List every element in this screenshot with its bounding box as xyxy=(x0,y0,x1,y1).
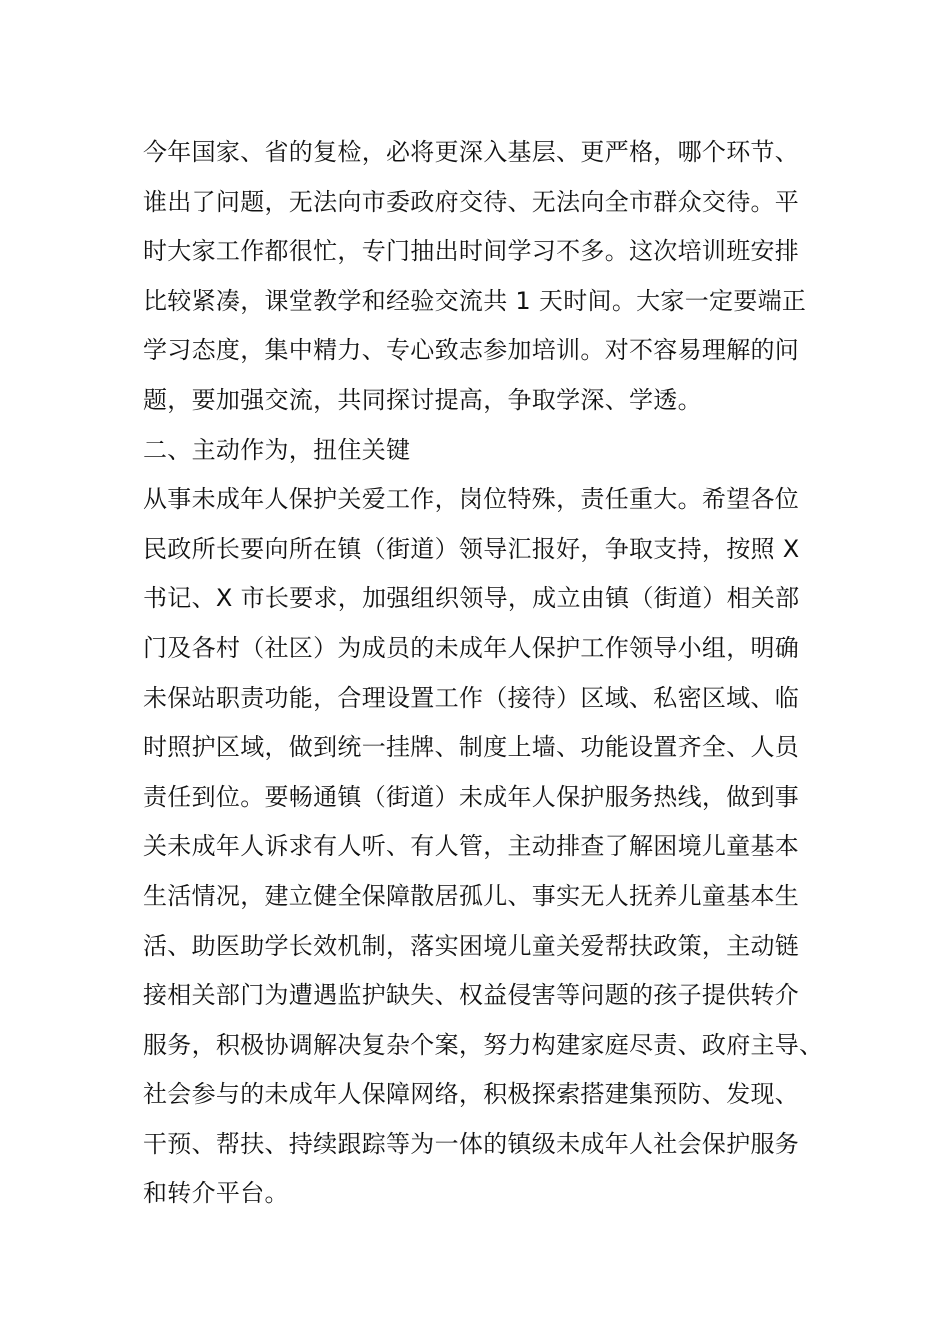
text-line: 接相关部门为遭遇监护缺失、权益侵害等问题的孩子提供转介 xyxy=(143,981,800,1010)
text-line: 门及各村（社区）为成员的未成年人保护工作领导小组，明确 xyxy=(143,633,800,662)
text-line: 书记、X 市长要求，加强组织领导，成立由镇（街道）相关部 xyxy=(143,584,800,613)
text-line: 时照护区域，做到统一挂牌、制度上墙、功能设置齐全、人员 xyxy=(143,733,800,762)
section-heading: 二、主动作为，扭住关键 xyxy=(143,435,411,464)
text-line: 服务，积极协调解决复杂个案，努力构建家庭尽责、政府主导、 xyxy=(143,1030,824,1059)
text-line: 责任到位。要畅通镇（街道）未成年人保护服务热线，做到事 xyxy=(143,782,800,811)
text-line: 谁出了问题，无法向市委政府交待、无法向全市群众交待。平 xyxy=(143,187,800,216)
text-line: 未保站职责功能，合理设置工作（接待）区域、私密区域、临 xyxy=(143,683,800,712)
text-line: 关未成年人诉求有人听、有人管，主动排查了解困境儿童基本 xyxy=(143,832,800,861)
text-line: 今年国家、省的复检，必将更深入基层、更严格，哪个环节、 xyxy=(143,138,800,166)
text-line: 干预、帮扶、持续跟踪等为一体的镇级未成年人社会保护服务 xyxy=(143,1129,800,1158)
text-line: 生活情况，建立健全保障散居孤儿、事实无人抚养儿童基本生 xyxy=(143,881,800,910)
text-line: 时大家工作都很忙，专门抽出时间学习不多。这次培训班安排 xyxy=(143,237,800,266)
text-line: 题，要加强交流，共同探讨提高，争取学深、学透。 xyxy=(143,385,702,414)
body-text xyxy=(143,128,833,1219)
text-line: 活、助医助学长效机制，落实困境儿童关爱帮扶政策，主动链 xyxy=(143,931,800,960)
text-line: 比较紧凑，课堂教学和经验交流共 1 天时间。大家一定要端正 xyxy=(143,286,807,315)
text-line: 和转介平台。 xyxy=(143,1179,289,1208)
text-line: 民政所长要向所在镇（街道）领导汇报好，争取支持，按照 X xyxy=(143,534,800,563)
text-line: 学习态度，集中精力、专心致志参加培训。对不容易理解的问 xyxy=(143,336,800,365)
text-line: 社会参与的未成年人保障网络，积极探索搭建集预防、发现、 xyxy=(143,1080,800,1109)
text-line: 从事未成年人保护关爱工作，岗位特殊，责任重大。希望各位 xyxy=(143,485,800,514)
